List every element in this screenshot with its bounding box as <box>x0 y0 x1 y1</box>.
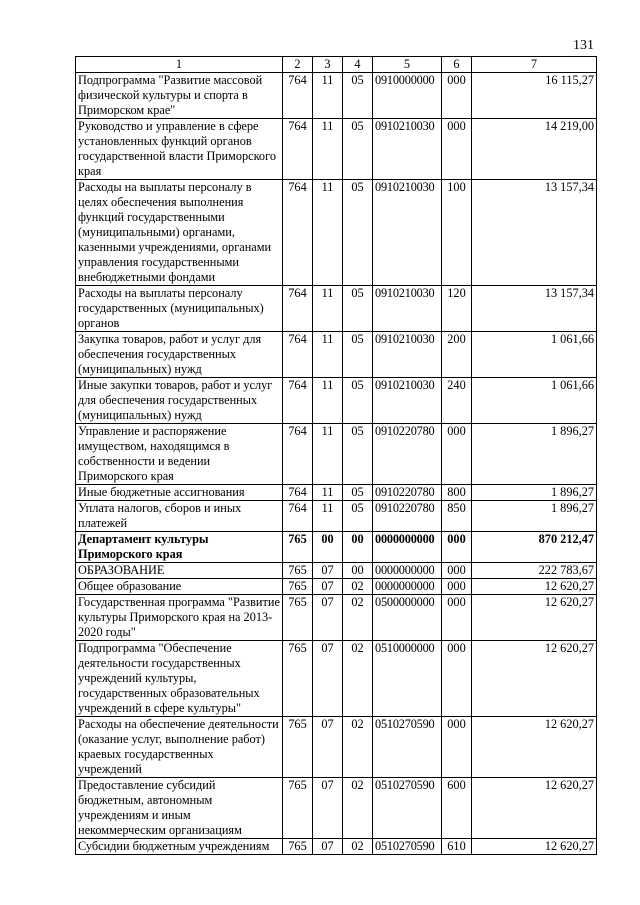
amount-cell: 12 620,27 <box>472 839 597 855</box>
code-cell: 764 <box>283 501 313 532</box>
code-cell: 0000000000 <box>373 579 442 595</box>
table-row <box>76 424 597 485</box>
code-cell: 000 <box>442 641 472 717</box>
code-cell: 02 <box>343 595 373 641</box>
row-name-cell: Руководство и управление в сфере установленных функций органов государственной власти Приморского края <box>76 119 283 180</box>
amount-cell: 222 783,67 <box>472 563 597 579</box>
code-cell: 600 <box>442 778 472 839</box>
code-cell: 11 <box>313 501 343 532</box>
code-cell: 0910210030 <box>373 378 442 424</box>
row-name-cell: Субсидии бюджетным учреждениям <box>76 839 283 855</box>
table-row <box>76 119 597 180</box>
row-name-cell: Расходы на обеспечение деятельности (оказание услуг, выполнение работ) краевых государственных учреждений <box>76 717 283 778</box>
code-cell: 05 <box>343 332 373 378</box>
table-row <box>76 641 597 717</box>
code-cell: 764 <box>283 378 313 424</box>
code-cell: 765 <box>283 839 313 855</box>
code-cell: 000 <box>442 595 472 641</box>
code-cell: 11 <box>313 485 343 501</box>
amount-cell: 13 157,34 <box>472 180 597 286</box>
code-cell: 764 <box>283 119 313 180</box>
code-cell: 02 <box>343 641 373 717</box>
row-name-cell: Расходы на выплаты персоналу государственных (муниципальных) органов <box>76 286 283 332</box>
table-row <box>76 595 597 641</box>
code-cell: 0510000000 <box>373 641 442 717</box>
code-cell: 765 <box>283 563 313 579</box>
table-row <box>76 180 597 286</box>
column-header: 2 <box>283 57 313 73</box>
code-cell: 0910210030 <box>373 119 442 180</box>
code-cell: 240 <box>442 378 472 424</box>
code-cell: 765 <box>283 641 313 717</box>
table-row <box>76 563 597 579</box>
code-cell: 11 <box>313 286 343 332</box>
code-cell: 11 <box>313 73 343 119</box>
code-cell: 0910220780 <box>373 501 442 532</box>
code-cell: 000 <box>442 717 472 778</box>
budget-table <box>75 56 597 855</box>
table-row <box>76 717 597 778</box>
code-cell: 765 <box>283 532 313 563</box>
column-header: 3 <box>313 57 343 73</box>
amount-cell: 1 896,27 <box>472 424 597 485</box>
code-cell: 765 <box>283 595 313 641</box>
code-cell: 100 <box>442 180 472 286</box>
code-cell: 0000000000 <box>373 532 442 563</box>
code-cell: 11 <box>313 119 343 180</box>
code-cell: 0510270590 <box>373 839 442 855</box>
table-row <box>76 286 597 332</box>
code-cell: 764 <box>283 180 313 286</box>
row-name-cell: Иные закупки товаров, работ и услуг для обеспечения государственных (муниципальных) нужд <box>76 378 283 424</box>
code-cell: 05 <box>343 485 373 501</box>
code-cell: 765 <box>283 717 313 778</box>
row-name-cell: Департамент культуры Приморского края <box>76 532 283 563</box>
code-cell: 00 <box>313 532 343 563</box>
code-cell: 000 <box>442 579 472 595</box>
table-row <box>76 579 597 595</box>
code-cell: 07 <box>313 641 343 717</box>
code-cell: 05 <box>343 119 373 180</box>
column-header: 7 <box>472 57 597 73</box>
code-cell: 07 <box>313 579 343 595</box>
code-cell: 764 <box>283 286 313 332</box>
code-cell: 0910210030 <box>373 180 442 286</box>
column-header: 6 <box>442 57 472 73</box>
code-cell: 02 <box>343 579 373 595</box>
code-cell: 0910210030 <box>373 286 442 332</box>
table-row <box>76 839 597 855</box>
code-cell: 11 <box>313 332 343 378</box>
code-cell: 000 <box>442 532 472 563</box>
code-cell: 765 <box>283 579 313 595</box>
row-name-cell: Предоставление субсидий бюджетным, автономным учреждениям и иным некоммерческим организациям <box>76 778 283 839</box>
code-cell: 02 <box>343 839 373 855</box>
amount-cell: 16 115,27 <box>472 73 597 119</box>
table-row <box>76 532 597 563</box>
code-cell: 0910220780 <box>373 485 442 501</box>
amount-cell: 12 620,27 <box>472 717 597 778</box>
code-cell: 0910000000 <box>373 73 442 119</box>
row-name-cell: ОБРАЗОВАНИЕ <box>76 563 283 579</box>
page-number: 131 <box>573 38 594 53</box>
amount-cell: 13 157,34 <box>472 286 597 332</box>
code-cell: 120 <box>442 286 472 332</box>
code-cell: 000 <box>442 119 472 180</box>
row-name-cell: Иные бюджетные ассигнования <box>76 485 283 501</box>
code-cell: 610 <box>442 839 472 855</box>
code-cell: 0500000000 <box>373 595 442 641</box>
code-cell: 200 <box>442 332 472 378</box>
amount-cell: 870 212,47 <box>472 532 597 563</box>
amount-cell: 12 620,27 <box>472 778 597 839</box>
table-header-row <box>76 57 597 73</box>
table-row <box>76 485 597 501</box>
table-row <box>76 378 597 424</box>
code-cell: 764 <box>283 73 313 119</box>
amount-cell: 1 061,66 <box>472 332 597 378</box>
column-header: 1 <box>76 57 283 73</box>
code-cell: 00 <box>343 563 373 579</box>
row-name-cell: Подпрограмма "Обеспечение деятельности государственных учреждений культуры, государственных образовательных учреждений в сфере культуры" <box>76 641 283 717</box>
table-row <box>76 501 597 532</box>
amount-cell: 1 061,66 <box>472 378 597 424</box>
row-name-cell: Государственная программа "Развитие культуры Приморского края на 2013-2020 годы" <box>76 595 283 641</box>
row-name-cell: Закупка товаров, работ и услуг для обеспечения государственных (муниципальных) нужд <box>76 332 283 378</box>
code-cell: 0000000000 <box>373 563 442 579</box>
amount-cell: 12 620,27 <box>472 641 597 717</box>
code-cell: 850 <box>442 501 472 532</box>
code-cell: 02 <box>343 778 373 839</box>
code-cell: 07 <box>313 839 343 855</box>
code-cell: 05 <box>343 286 373 332</box>
code-cell: 764 <box>283 424 313 485</box>
code-cell: 0510270590 <box>373 717 442 778</box>
code-cell: 05 <box>343 424 373 485</box>
code-cell: 05 <box>343 501 373 532</box>
amount-cell: 12 620,27 <box>472 595 597 641</box>
amount-cell: 12 620,27 <box>472 579 597 595</box>
amount-cell: 14 219,00 <box>472 119 597 180</box>
code-cell: 0910220780 <box>373 424 442 485</box>
code-cell: 07 <box>313 778 343 839</box>
row-name-cell: Общее образование <box>76 579 283 595</box>
table-row <box>76 332 597 378</box>
code-cell: 02 <box>343 717 373 778</box>
code-cell: 000 <box>442 73 472 119</box>
code-cell: 11 <box>313 378 343 424</box>
code-cell: 05 <box>343 73 373 119</box>
code-cell: 11 <box>313 180 343 286</box>
row-name-cell: Управление и распоряжение имуществом, находящимся в собственности и ведении Приморского края <box>76 424 283 485</box>
row-name-cell: Подпрограмма "Развитие массовой физической культуры и спорта в Приморском крае" <box>76 73 283 119</box>
amount-cell: 1 896,27 <box>472 485 597 501</box>
table-row <box>76 73 597 119</box>
row-name-cell: Расходы на выплаты персоналу в целях обеспечения выполнения функций государственными (муниципальными) органами, казенными учреждениями, органами управления государственными внебюджетными фондами <box>76 180 283 286</box>
code-cell: 0910210030 <box>373 332 442 378</box>
code-cell: 765 <box>283 778 313 839</box>
column-header: 5 <box>373 57 442 73</box>
code-cell: 07 <box>313 595 343 641</box>
code-cell: 0510270590 <box>373 778 442 839</box>
table-row <box>76 778 597 839</box>
code-cell: 05 <box>343 378 373 424</box>
code-cell: 000 <box>442 424 472 485</box>
code-cell: 764 <box>283 332 313 378</box>
row-name-cell: Уплата налогов, сборов и иных платежей <box>76 501 283 532</box>
code-cell: 11 <box>313 424 343 485</box>
code-cell: 07 <box>313 563 343 579</box>
amount-cell: 1 896,27 <box>472 501 597 532</box>
code-cell: 000 <box>442 563 472 579</box>
code-cell: 764 <box>283 485 313 501</box>
code-cell: 00 <box>343 532 373 563</box>
column-header: 4 <box>343 57 373 73</box>
code-cell: 800 <box>442 485 472 501</box>
code-cell: 05 <box>343 180 373 286</box>
code-cell: 07 <box>313 717 343 778</box>
